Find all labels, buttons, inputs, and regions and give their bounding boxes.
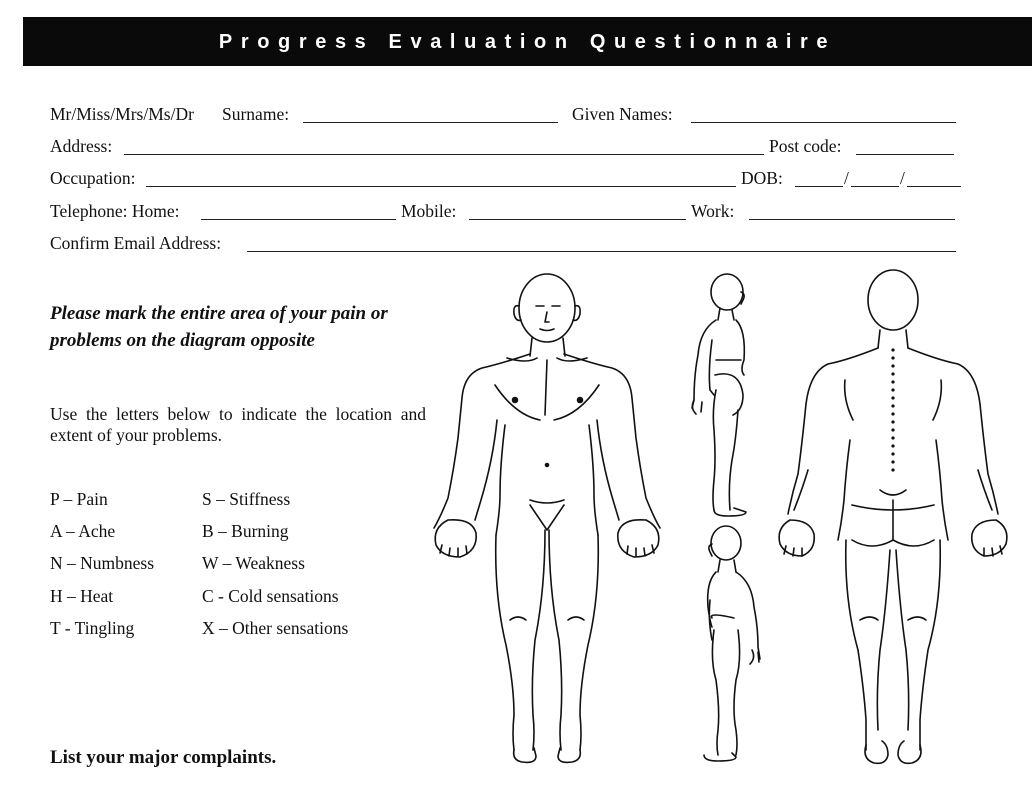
dob-slash: /	[844, 168, 849, 188]
legend-burning: B – Burning	[202, 521, 289, 541]
form-title: Progress Evaluation Questionnaire	[218, 31, 837, 53]
legend-heat: H – Heat	[50, 586, 114, 606]
legend-other: X – Other sensations	[202, 618, 349, 638]
dob-label: DOB:	[741, 168, 783, 188]
dob-slash: /	[900, 168, 905, 188]
title-options-label: Mr/Miss/Mrs/Ms/Dr	[50, 104, 194, 124]
work-label: Work:	[691, 201, 735, 221]
email-label: Confirm Email Address:	[50, 233, 222, 253]
postcode-label: Post code:	[769, 136, 842, 156]
legend-ache: A – Ache	[50, 521, 116, 541]
occupation-label: Occupation:	[50, 168, 136, 188]
legend-stiffness: S – Stiffness	[202, 489, 291, 509]
surname-label: Surname:	[222, 104, 290, 124]
legend-tingling: T - Tingling	[50, 618, 135, 638]
legend-cold: C - Cold sensations	[202, 586, 339, 606]
spine-dots	[891, 348, 894, 471]
telephone-home-label: Telephone: Home:	[50, 201, 180, 221]
mobile-label: Mobile:	[401, 201, 457, 221]
back-view-figure[interactable]	[779, 270, 1007, 763]
legend-numbness: N – Numbness	[50, 553, 155, 573]
side-view-right-figure[interactable]	[692, 274, 746, 516]
diagram-instruction: Please mark the entire area of your pain or problems on the diagram opposite	[50, 303, 388, 351]
given-names-label: Given Names:	[572, 104, 673, 124]
front-view-figure[interactable]	[434, 274, 660, 762]
address-label: Address:	[50, 136, 113, 156]
legend-pain: P – Pain	[50, 489, 108, 509]
legend-weakness: W – Weakness	[202, 553, 305, 573]
letters-instruction: Use the letters below to indicate the location and extent of your problems.	[50, 404, 426, 445]
side-view-left-figure[interactable]	[704, 526, 760, 761]
complaints-heading: List your major complaints.	[50, 747, 277, 768]
